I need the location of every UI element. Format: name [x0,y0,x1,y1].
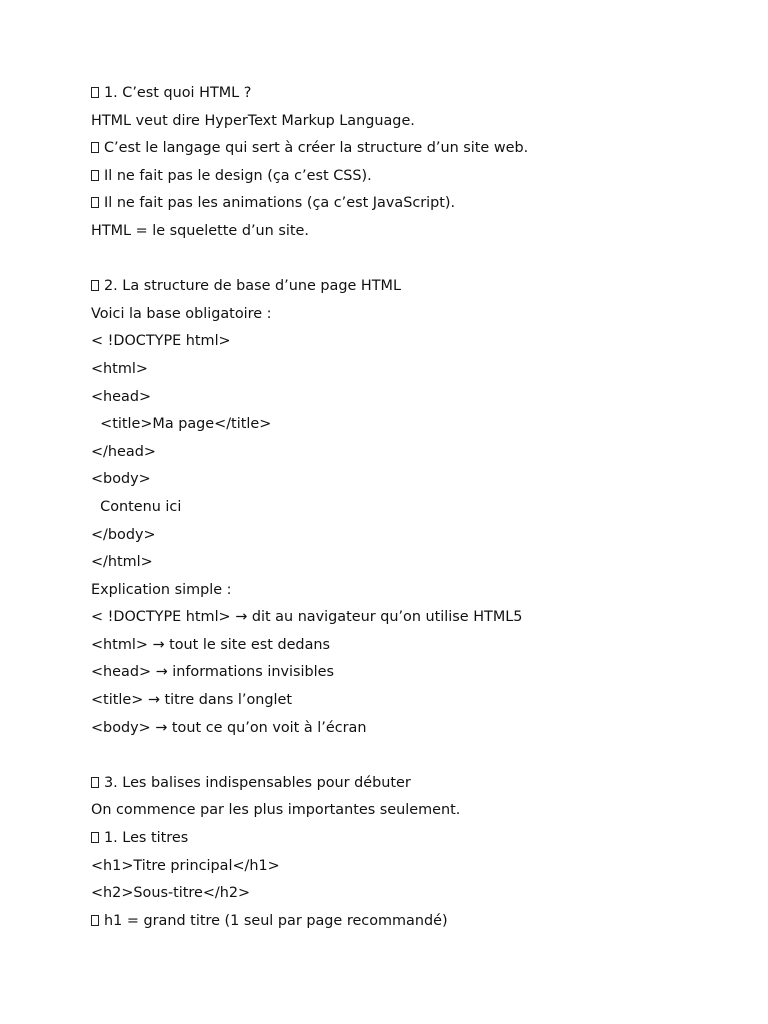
code-line: Contenu ici [91,498,182,515]
section-1-heading-text: 1. C’est quoi HTML ? [104,85,252,101]
missing-glyph-icon [91,197,99,208]
section-3-heading [91,772,711,800]
code-line: <body> [91,471,151,488]
explanation-line: <head> → informations invisibles [91,664,334,681]
explanation-line: < !DOCTYPE html> → dit au navigateur qu’on utilise HTML5 [91,609,523,626]
explanation-title: Explication simple : [91,581,232,598]
code-line: <h2>Sous-titre</h2> [91,885,251,902]
text-line: HTML = le squelette d’un site. [91,222,309,239]
code-line: < !DOCTYPE html> [91,333,231,350]
section-2-intro: Voici la base obligatoire : [91,305,272,322]
code-line: <title>Ma page</title> [91,416,272,433]
explanation-line: <title> → titre dans l’onglet [91,692,293,709]
missing-glyph-icon [91,832,99,843]
section-3-heading-text: 3. Les balises indispensables pour débuter [104,774,411,791]
code-line: <html> [91,360,148,377]
code-line: <h1>Titre principal</h1> [91,857,280,874]
bullet-line [91,192,711,220]
missing-glyph-icon [91,142,99,153]
bullet-line-text: C’est le langage qui sert à créer la structure d’un site web. [104,140,529,157]
missing-glyph-icon [91,280,99,291]
section-2-heading-text: 2. La structure de base d’une page HTML [104,278,401,295]
explanation-line: <html> → tout le site est dedans [91,636,331,653]
missing-glyph-icon [91,170,99,181]
bullet-line [91,165,711,193]
bullet-line-text: Il ne fait pas les animations (ça c’est JavaScript). [104,195,456,212]
note-line-text: h1 = grand titre (1 seul par page recommandé) [104,912,448,929]
blank-line [91,744,711,772]
document-body [91,82,711,937]
code-line: </html> [91,554,153,571]
code-line: </body> [91,526,156,543]
bullet-line [91,137,711,165]
section-3-intro: On commence par les plus importantes seulement. [91,802,461,819]
text-line: HTML veut dire HyperText Markup Language. [91,112,415,129]
section-3-subheading-text: 1. Les titres [104,830,189,847]
section-1-heading [91,82,711,110]
missing-glyph-icon [91,87,99,98]
note-line [91,910,711,938]
section-3-subheading [91,827,711,855]
blank-line [91,248,711,276]
missing-glyph-icon [91,777,99,788]
explanation-line: <body> → tout ce qu’on voit à l’écran [91,719,367,736]
code-line: </head> [91,443,156,460]
code-line: <head> [91,388,152,405]
missing-glyph-icon [91,915,99,926]
bullet-line-text: Il ne fait pas le design (ça c’est CSS). [104,167,372,184]
section-2-heading [91,275,711,303]
